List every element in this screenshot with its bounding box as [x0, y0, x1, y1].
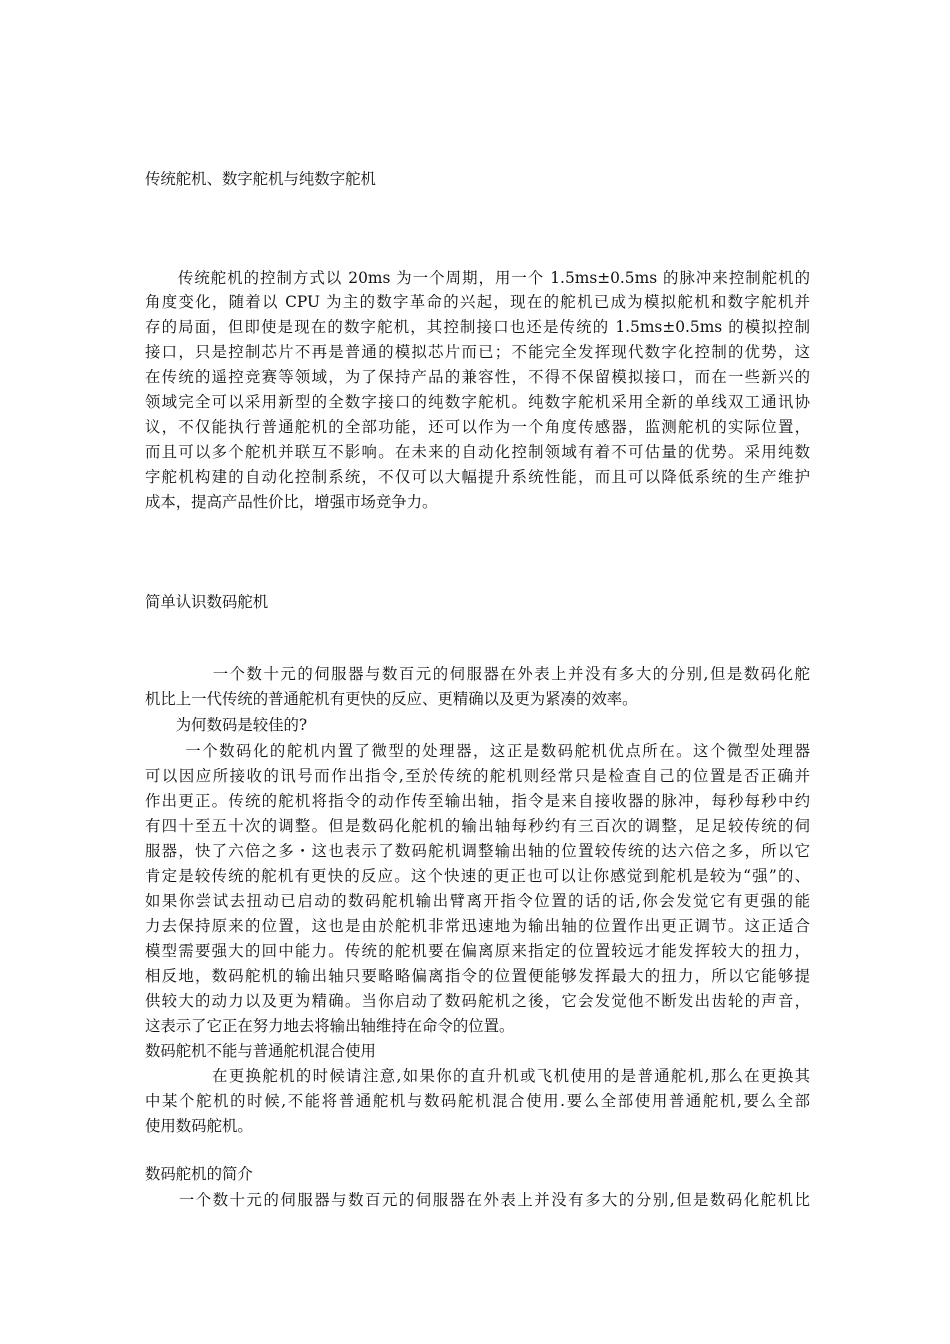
text-line: 如果你尝试去扭动已启动的数码舵机输出臂离开指令位置的话的话,你会发觉它有更强的能: [145, 892, 810, 910]
text-line: 可以因应所接收的讯号而作出指令,至於传统的舵机则经常只是检查自己的位置是否正确并: [145, 767, 810, 785]
text-line: 成本，提高产品性价比，增强市场竞争力。: [145, 493, 438, 511]
text-line: 作出更正。传统的舵机将指令的动作传至输出轴，指令是来自接收器的脉冲，每秒每秒中约: [145, 792, 810, 810]
text-line: 传统舵机的控制方式以 20ms 为一个周期，用一个 1.5ms±0.5ms 的脉冲来控制舵机的: [145, 269, 810, 287]
text-line: 一个数十元的伺服器与数百元的伺服器在外表上并没有多大的分别,但是数码化舵: [145, 665, 810, 683]
text-line: 在更换舵机的时候请注意,如果你的直升机或飞机使用的是普通舵机,那么在更换其: [145, 1067, 810, 1085]
text-line: 议，不仅能执行普通舵机的全部功能，还可以作为一个角度传感器，监测舵机的实际位置，: [145, 418, 810, 436]
text-line: 一个数码化的舵机内置了微型的处理器，这正是数码舵机优点所在。这个微型处理器: [145, 742, 810, 760]
section-heading: 传统舵机、数字舵机与纯数字舵机: [145, 170, 376, 188]
text-line: 机比上一代传统的普通舵机有更快的反应、更精确以及更为紧凑的效率。: [145, 690, 638, 708]
section-heading: 数码舵机的简介: [145, 1165, 253, 1183]
text-line: 接口，只是控制芯片不再是普通的模拟芯片而已；不能完全发挥现代数字化控制的优势，这: [145, 343, 810, 361]
text-line: 相反地，数码舵机的输出轴只要略略偏离指令的位置便能够发挥最大的扭力，所以它能够提: [145, 967, 810, 985]
text-line: 中某个舵机的时候,不能将普通舵机与数码舵机混合使用.要么全部使用普通舵机,要么全部: [145, 1092, 810, 1110]
text-line: 角度变化，随着以 CPU 为主的数字革命的兴起，现在的舵机已成为模拟舵机和数字舵机并: [145, 293, 810, 311]
text-line: 领域完全可以采用新型的全数字接口的纯数字舵机。纯数字舵机采用全新的单线双工通讯协: [145, 393, 810, 411]
section-heading: 数码舵机不能与普通舵机混合使用: [145, 1042, 376, 1060]
text-line: 在传统的遥控竞赛等领域，为了保持产品的兼容性，不得不保留模拟接口，而在一些新兴的: [145, 368, 810, 386]
text-line: 肯定是较传统的舵机有更快的反应。这个快速的更正也可以让你感觉到舵机是较为“强”的、: [145, 867, 810, 885]
text-line: 模型需要强大的回中能力。传统的舵机要在偏离原来指定的位置较远才能发挥较大的扭力，: [145, 942, 810, 960]
text-line: 存的局面，但即使是现在的数字舵机，其控制接口也还是传统的 1.5ms±0.5ms 的模拟控制: [145, 318, 810, 336]
text-line: 字舵机构建的自动化控制系统，不仅可以大幅提升系统性能，而且可以降低系统的生产维护: [145, 468, 810, 486]
text-line: 力去保持原来的位置，这也是由於舵机非常迅速地为输出轴的位置作出更正调节。这正适合: [145, 917, 810, 935]
text-line: 供较大的动力以及更为精确。当你启动了数码舵机之後，它会发觉他不断发出齿轮的声音，: [145, 992, 810, 1010]
subheading-question: 为何数码是较佳的?: [145, 716, 308, 734]
text-line: 有四十至五十次的调整。但是数码化舵机的输出轴每秒约有三百次的调整，足足较传统的伺: [145, 817, 810, 835]
text-line: 服器，快了六倍之多・这也表示了数码舵机调整输出轴的位置较传统的达六倍之多，所以它: [145, 842, 810, 860]
text-line: 而且可以多个舵机并联互不影响。在未来的自动化控制领域有着不可估量的优势。采用纯数: [145, 443, 810, 461]
section-heading: 简单认识数码舵机: [145, 593, 269, 611]
text-line: 一个数十元的伺服器与数百元的伺服器在外表上并没有多大的分别,但是数码化舵机比: [145, 1191, 810, 1209]
text-line: 使用数码舵机。: [145, 1117, 253, 1135]
text-line: 这表示了它正在努力地去将输出轴维持在命令的位置。: [145, 1017, 515, 1035]
